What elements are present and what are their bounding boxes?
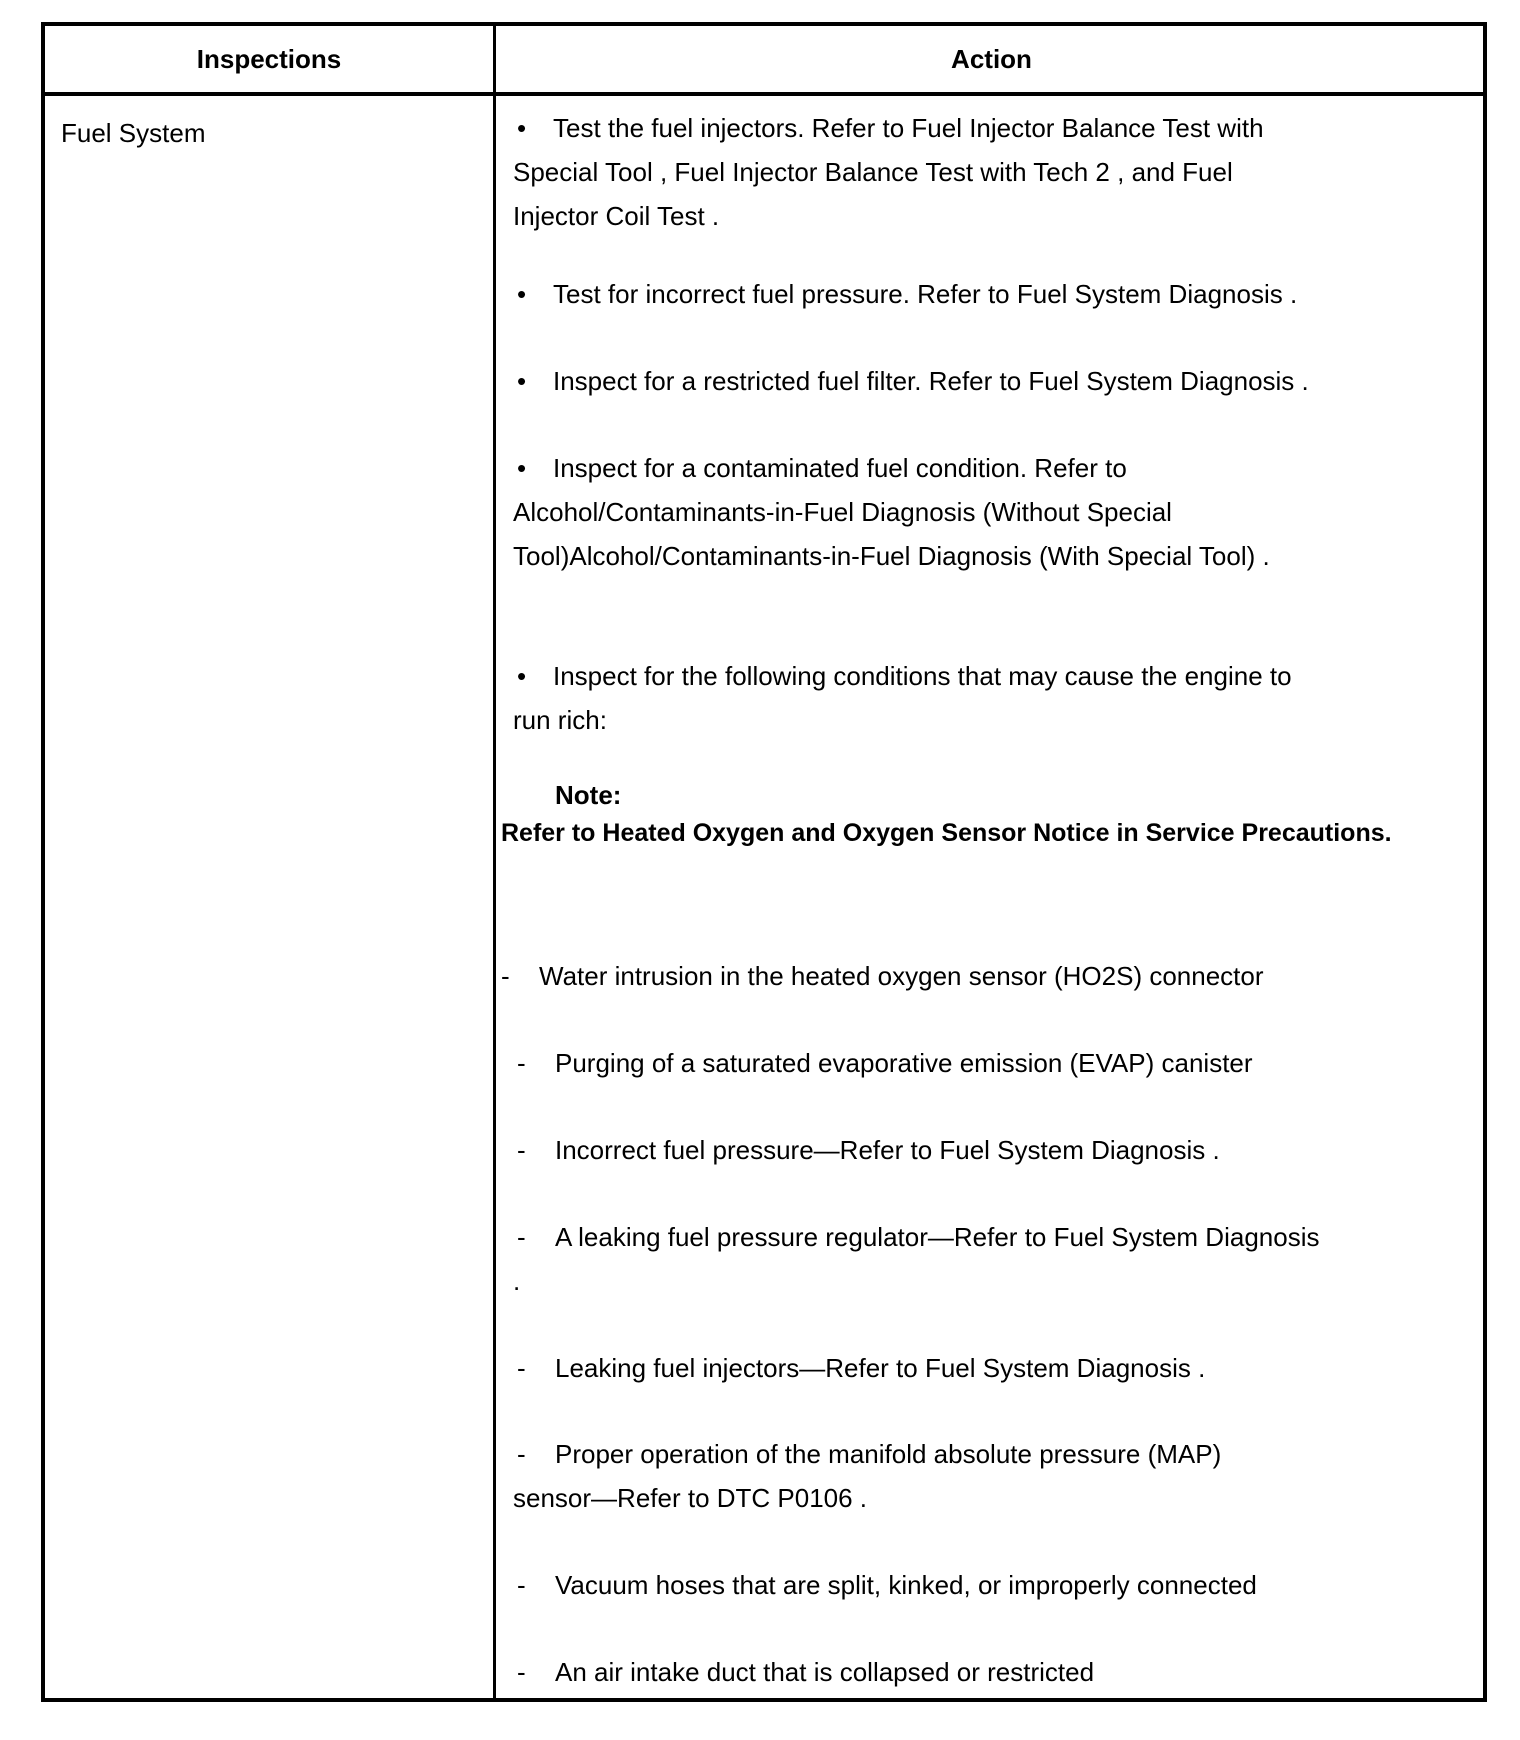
bullet-line: Alcohol/Contaminants-in-Fuel Diagnosis (Without Special [513, 497, 1172, 527]
dash-marker: - [501, 961, 510, 991]
dash-marker: - [517, 1222, 526, 1252]
note-body: Refer to Heated Oxygen and Oxygen Sensor Notice in Service Precautions. [501, 819, 1392, 847]
note-title: Note: [555, 780, 622, 810]
dash-marker: - [517, 1048, 526, 1078]
bullet-line: Inspect for a contaminated fuel condition. Refer to [553, 453, 1127, 483]
sub-item-evap-canister [513, 1041, 1253, 1085]
inspection-fuel-system: Fuel System [61, 118, 206, 148]
sub-item-line: Incorrect fuel pressure—Refer to Fuel System Diagnosis . [555, 1135, 1220, 1165]
bullet-line: Injector Coil Test . [513, 201, 720, 231]
action-bullet-run-rich [513, 654, 1292, 742]
bullet-line: Test for incorrect fuel pressure. Refer to Fuel System Diagnosis . [553, 279, 1298, 309]
sub-item-incorrect-pressure [513, 1128, 1220, 1172]
action-bullet-fuel-filter [513, 359, 1309, 403]
dash-marker: - [517, 1570, 526, 1600]
dash-marker: - [517, 1439, 526, 1469]
dash-marker: - [517, 1657, 526, 1687]
sub-item-line: Water intrusion in the heated oxygen sensor (HO2S) connector [539, 961, 1264, 991]
header-inspections: Inspections [196, 43, 342, 74]
bullet-line: Inspect for a restricted fuel filter. Refer to Fuel System Diagnosis . [553, 366, 1309, 396]
bullet-line: Tool)Alcohol/Contaminants-in-Fuel Diagnosis (With Special Tool) . [513, 541, 1270, 571]
sub-item-line: Proper operation of the manifold absolute pressure (MAP) [555, 1439, 1222, 1469]
sub-item-line: Leaking fuel injectors—Refer to Fuel System Diagnosis . [555, 1353, 1206, 1383]
sub-item-vacuum-hoses [513, 1563, 1257, 1607]
bullet-marker: • [517, 279, 527, 309]
sub-item-line: Purging of a saturated evaporative emission (EVAP) canister [555, 1048, 1253, 1078]
bullet-marker: • [517, 366, 527, 396]
sub-item-pressure-regulator [513, 1215, 1319, 1303]
bullet-line: run rich: [513, 705, 607, 735]
column-divider [493, 26, 496, 1698]
sub-item-water-intrusion [497, 954, 1264, 998]
action-bullet-test-injectors [513, 106, 1264, 238]
dash-marker: - [517, 1353, 526, 1383]
sub-item-line: . [513, 1266, 521, 1296]
bullet-marker: • [517, 113, 527, 143]
header-action: Action [951, 43, 1032, 74]
dash-marker: - [517, 1135, 526, 1165]
sub-item-map-sensor [513, 1432, 1221, 1520]
sub-item-air-intake [513, 1650, 1094, 1694]
sub-item-line: sensor—Refer to DTC P0106 . [513, 1483, 868, 1513]
sub-item-line: A leaking fuel pressure regulator—Refer to Fuel System Diagnosis [555, 1222, 1320, 1252]
sub-item-line: Vacuum hoses that are split, kinked, or improperly connected [555, 1570, 1257, 1600]
bullet-marker: • [517, 661, 527, 691]
bullet-line: Inspect for the following conditions that may cause the engine to [553, 661, 1292, 691]
header-divider [45, 92, 1483, 96]
action-bullet-contaminated-fuel [513, 446, 1270, 578]
sub-item-line: An air intake duct that is collapsed or restricted [555, 1657, 1095, 1687]
inspection-table [41, 22, 1487, 1702]
action-bullet-fuel-pressure [513, 272, 1297, 316]
sub-item-leaking-injectors [513, 1346, 1205, 1390]
bullet-marker: • [517, 453, 527, 483]
bullet-line: Test the fuel injectors. Refer to Fuel Injector Balance Test with [553, 113, 1264, 143]
bullet-line: Special Tool , Fuel Injector Balance Test with Tech 2 , and Fuel [513, 157, 1233, 187]
